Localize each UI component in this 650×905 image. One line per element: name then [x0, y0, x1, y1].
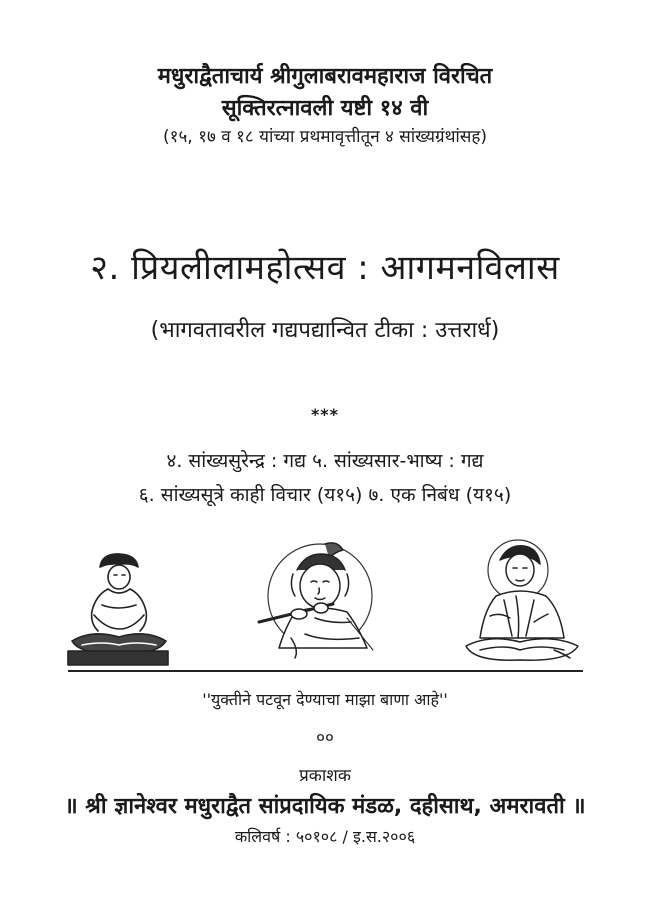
krishna-flute-icon	[255, 538, 385, 668]
header-line-1: मधुराद्वैताचार्य श्रीगुलाबरावमहाराज विरचित	[157, 64, 493, 89]
horizontal-rule	[68, 670, 583, 672]
separator-stars: ***	[310, 405, 340, 424]
publication-year: कलिवर्ष : ५०१०८ / इ.स.२००६	[234, 827, 416, 846]
book-subtitle: (भागवतावरील गद्यपद्यान्वित टीका : उत्तरार्ध)	[150, 318, 500, 343]
header-line-2: सूक्तिरत्नावली यष्टी १४ वी	[221, 96, 429, 121]
zeros-ornament: ००	[316, 728, 334, 748]
seated-saint-icon	[62, 545, 174, 670]
publisher-name: ॥ श्री ज्ञानेश्वर मधुराद्वैत सांप्रदायिक मंडळ, दहीसाथ, अमरावती ॥	[64, 794, 586, 819]
contents-line-2: ६. सांख्यसूत्रे काही विचार (य१५) ७. एक निबंध (य१५)	[138, 484, 512, 506]
seated-author-icon	[460, 538, 585, 673]
contents-line-1: ४. सांख्यसुरेन्द्र : गद्य ५. सांख्यसार-भाष्य : गद्य	[166, 450, 484, 472]
publisher-label: प्रकाशक	[299, 766, 351, 786]
book-title: २. प्रियलीलामहोत्सव : आगमनविलास	[90, 248, 560, 288]
quote-line: ''युक्तीने पटवून देण्याचा माझा बाणा आहे''	[202, 690, 448, 709]
header-line-3: (१५, १७ व १८ यांच्या प्रथमावृत्तीतून ४ सांख्यग्रंथांसह)	[163, 127, 487, 147]
